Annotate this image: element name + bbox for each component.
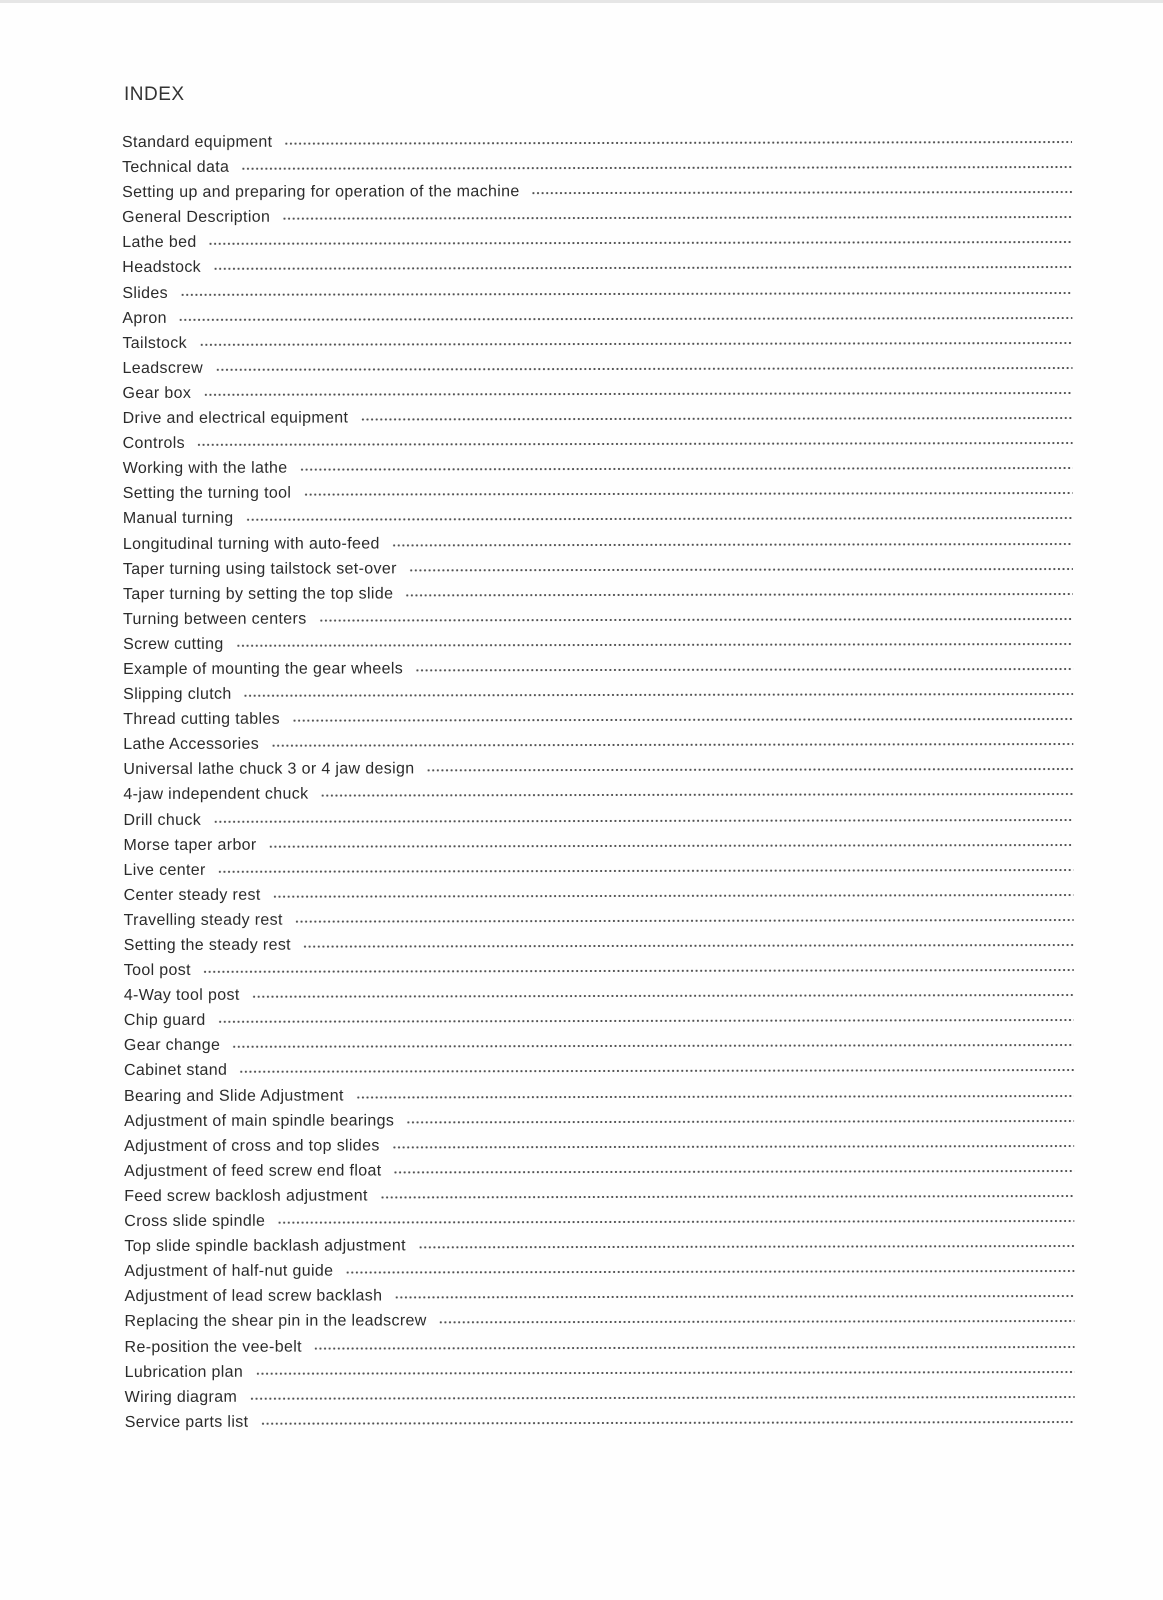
dot-leader	[271, 741, 1073, 749]
dot-leader	[232, 1042, 1074, 1050]
index-entry-label: Tool post	[123, 961, 191, 980]
dot-leader	[203, 390, 1072, 398]
index-entry	[124, 1086, 1074, 1113]
index-entry-label: Universal lathe chuck 3 or 4 jaw design	[123, 760, 415, 779]
index-entry	[124, 1286, 1074, 1313]
index-entry	[124, 1136, 1074, 1163]
index-entry	[123, 584, 1073, 611]
index-entry	[124, 935, 1074, 962]
dot-leader	[179, 315, 1073, 323]
index-entry	[124, 1060, 1074, 1087]
index-entry	[123, 458, 1073, 485]
index-entry	[122, 232, 1072, 259]
index-entry	[123, 810, 1073, 837]
index-list	[122, 132, 1075, 1439]
dot-leader	[249, 1394, 1075, 1402]
dot-leader	[197, 440, 1073, 448]
index-entry	[123, 534, 1073, 561]
index-entry-label: Cabinet stand	[123, 1062, 228, 1080]
dot-leader	[244, 691, 1074, 699]
index-entry	[123, 784, 1073, 811]
index-entry	[124, 985, 1074, 1012]
dot-leader	[180, 290, 1072, 298]
index-entry-label: Travelling steady rest	[123, 911, 283, 929]
index-entry-label: Drive and electrical equipment	[122, 409, 349, 428]
index-entry-label: Taper turning using tailstock set-over	[122, 560, 397, 578]
index-entry-label: Lubrication plan	[124, 1363, 244, 1381]
dot-leader	[199, 340, 1072, 348]
dot-leader	[406, 1118, 1074, 1125]
index-entry-label: Setting the steady rest	[123, 936, 291, 954]
dot-leader	[203, 967, 1074, 975]
index-entry-label: Controls	[122, 434, 186, 453]
index-entry	[123, 383, 1073, 410]
index-entry-label: Apron	[122, 309, 167, 327]
index-entry	[123, 734, 1073, 761]
dot-leader	[215, 365, 1072, 373]
dot-leader	[273, 892, 1074, 900]
dot-leader	[292, 716, 1073, 724]
index-entry	[124, 1211, 1074, 1238]
index-entry-label: Longitudinal turning with auto-feed	[122, 534, 380, 553]
dot-leader	[241, 164, 1072, 172]
index-entry-label: Drill chuck	[123, 811, 202, 829]
dot-leader	[380, 1193, 1075, 1200]
index-entry	[122, 207, 1072, 234]
index-entry-label: Setting up and preparing for operation of the machine	[122, 183, 520, 202]
dot-leader	[239, 1067, 1074, 1075]
index-entry	[123, 684, 1073, 711]
index-entry-label: Service parts list	[124, 1413, 249, 1431]
index-entry-label: Adjustment of half-nut guide	[124, 1262, 334, 1281]
index-entry	[124, 860, 1074, 887]
index-entry-label: Screw cutting	[123, 635, 224, 653]
index-entry-label: Cross slide spindle	[124, 1212, 266, 1231]
dot-leader	[356, 1093, 1074, 1101]
page-top-edge	[0, 0, 1163, 3]
index-entry-label: Live center	[123, 861, 206, 879]
index-entry	[125, 1362, 1075, 1389]
index-entry-label: Wiring diagram	[124, 1388, 238, 1406]
index-entry-label: Standard equipment	[122, 133, 273, 151]
index-entry	[124, 1010, 1074, 1037]
index-entry-label: Headstock	[122, 259, 202, 277]
index-entry-label: Lathe Accessories	[123, 735, 260, 754]
dot-leader	[303, 490, 1072, 498]
index-entry	[124, 1111, 1074, 1138]
dot-leader	[394, 1293, 1074, 1300]
index-entry-label: 4-Way tool post	[123, 986, 240, 1005]
index-entry	[124, 1311, 1074, 1338]
dot-leader	[218, 867, 1074, 875]
dot-leader	[218, 1017, 1074, 1025]
index-entry	[122, 358, 1072, 385]
dot-leader	[314, 1344, 1075, 1352]
dot-leader	[415, 666, 1073, 673]
index-entry	[124, 1186, 1074, 1213]
index-entry	[124, 1161, 1074, 1188]
index-entry-label: Turning between centers	[122, 610, 307, 628]
index-entry	[123, 559, 1073, 586]
index-entry	[125, 1337, 1075, 1364]
index-entry	[124, 910, 1074, 937]
dot-leader	[213, 264, 1072, 272]
index-entry-label: 4-jaw independent chuck	[123, 786, 309, 804]
index-entry-label: Lathe bed	[122, 234, 197, 252]
dot-leader	[532, 189, 1073, 196]
index-entry-label: Adjustment of main spindle bearings	[124, 1112, 395, 1130]
index-entry-label: Setting the turning tool	[122, 484, 292, 503]
index-entry-label: Gear change	[123, 1037, 221, 1055]
index-entry	[123, 634, 1073, 661]
index-entry	[123, 408, 1073, 435]
dot-leader	[303, 942, 1074, 950]
index-entry-label: Working with the lathe	[122, 459, 288, 478]
index-entry	[123, 609, 1073, 636]
index-entry-label: Thread cutting tables	[123, 710, 281, 729]
index-entry	[122, 157, 1072, 184]
dot-leader	[252, 992, 1074, 1000]
index-entry-label: Technical data	[122, 158, 230, 177]
dot-leader	[295, 917, 1074, 925]
index-entry-label: Adjustment of feed screw end float	[124, 1162, 382, 1180]
index-entry-label: Leadscrew	[122, 359, 204, 377]
dot-leader	[409, 566, 1073, 573]
index-entry	[124, 885, 1074, 912]
dot-leader	[426, 766, 1073, 773]
index-entry	[125, 1412, 1075, 1439]
dot-leader	[269, 842, 1074, 850]
dot-leader	[260, 1419, 1074, 1427]
dot-leader	[392, 541, 1073, 548]
index-entry	[122, 257, 1072, 284]
index-entry-label: Tailstock	[122, 334, 187, 352]
index-entry	[125, 1387, 1075, 1414]
dot-leader	[439, 1318, 1075, 1325]
index-entry-label: Gear box	[122, 384, 192, 402]
index-entry-label: Slipping clutch	[123, 685, 232, 704]
dot-leader	[282, 214, 1072, 222]
index-entry	[123, 659, 1073, 686]
dot-leader	[345, 1268, 1074, 1276]
dot-leader	[394, 1168, 1075, 1175]
index-entry	[124, 1035, 1074, 1062]
dot-leader	[392, 1143, 1074, 1150]
page-title: INDEX	[124, 84, 185, 105]
index-entry-label: Replacing the shear pin in the leadscrew	[124, 1312, 427, 1331]
dot-leader	[300, 465, 1073, 473]
dot-leader	[319, 616, 1073, 624]
index-entry-label: Adjustment of cross and top slides	[124, 1137, 380, 1155]
index-entry-label: Center steady rest	[123, 886, 261, 904]
index-entry-label: Re-position the vee-belt	[124, 1338, 302, 1356]
index-entry	[124, 960, 1074, 987]
dot-leader	[418, 1243, 1074, 1250]
index-entry	[122, 182, 1072, 209]
index-entry	[124, 1261, 1074, 1288]
index-entry-label: Example of mounting the gear wheels	[123, 660, 404, 678]
dot-leader	[360, 415, 1072, 422]
dot-leader	[255, 1369, 1074, 1377]
dot-leader	[246, 515, 1073, 523]
dot-leader	[320, 791, 1073, 799]
index-entry	[122, 283, 1072, 310]
dot-leader	[284, 139, 1072, 147]
index-entry-label: Feed screw backlosh adjustment	[124, 1187, 368, 1205]
index-entry-label: Chip guard	[123, 1012, 206, 1030]
index-entry-label: Morse taper arbor	[123, 836, 257, 854]
index-entry	[123, 508, 1073, 535]
index-entry	[122, 333, 1072, 360]
index-entry	[123, 433, 1073, 460]
index-entry-label: General Description	[122, 208, 271, 227]
dot-leader	[236, 641, 1073, 649]
index-entry-label: Taper turning by setting the top slide	[122, 585, 394, 603]
index-entry	[123, 835, 1073, 862]
index-entry	[123, 759, 1073, 786]
index-entry-label: Bearing and Slide Adjustment	[123, 1087, 344, 1105]
index-entry	[123, 709, 1073, 736]
index-entry	[123, 483, 1073, 510]
index-entry	[124, 1236, 1074, 1263]
dot-leader	[213, 817, 1073, 825]
index-entry-label: Top slide spindle backlash adjustment	[124, 1237, 406, 1256]
index-entry-label: Slides	[122, 284, 169, 302]
dot-leader	[405, 591, 1073, 598]
index-entry-label: Adjustment of lead screw backlash	[124, 1287, 383, 1306]
dot-leader	[209, 239, 1073, 247]
index-entry	[122, 308, 1072, 335]
index-entry	[122, 132, 1072, 159]
dot-leader	[277, 1218, 1074, 1226]
index-entry-label: Manual turning	[122, 510, 234, 528]
